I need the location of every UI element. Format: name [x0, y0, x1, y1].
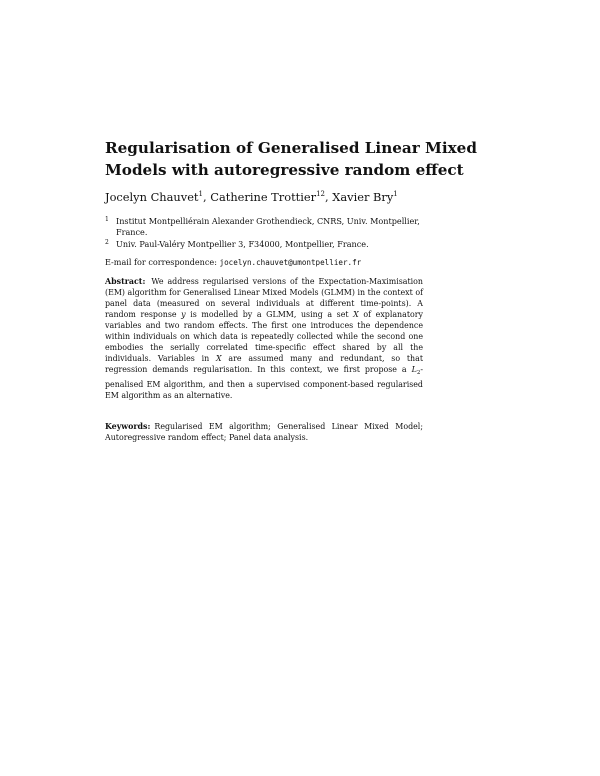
email-label: E-mail for correspondence: [105, 257, 217, 267]
math-variable: L [411, 365, 417, 374]
abstract-text: of explanatory variables and two random effects. The first one introduces the dependence within individuals on which data is repeatedly collected while the second one embodies the serially correlated time-specific effect shared by all the individuals. Variables in [105, 310, 423, 363]
keywords-label: Keywords: [105, 422, 151, 431]
math-variable: X [353, 310, 359, 319]
affiliation-list [105, 216, 425, 251]
math-variable: y [181, 310, 186, 319]
math-variable: X [216, 354, 222, 363]
keywords-text: Regularised EM algorithm; Generalised Linear Mixed Model; Autoregressive random effect; Panel data analysis. [105, 422, 423, 442]
math-subscript: 2 [416, 370, 421, 376]
email-address[interactable]: jocelyn.chauvet@umontpellier.fr [219, 258, 362, 267]
author-affil-mark: 1 [393, 190, 398, 198]
abstract-text: is modelled by a GLMM, using a set [185, 310, 354, 319]
abstract-label: Abstract: [105, 277, 146, 286]
abstract-text: We address regularised versions of the Expectation-Maximisation (EM) algorithm for Generalised Linear Mixed Models (GLMM) in the context of panel data (measured on several individuals at different time-points). A random response [105, 277, 423, 319]
author-name: Xavier Bry [332, 190, 394, 204]
affiliation-text: Univ. Paul-Valéry Montpellier 3, F34000, Montpellier, France. [116, 239, 369, 249]
author-list: Jocelyn Chauvet$^1$, Catherine Trottier$^{12}$, Xavier Bry$^1$ [105, 190, 398, 204]
paper-title: Regularisation of Generalised Linear Mixed Models with autoregressive random effect [105, 139, 477, 179]
affiliation-number: 1 [105, 216, 109, 223]
author-name: Catherine Trottier [210, 190, 317, 204]
keywords [105, 421, 423, 443]
author-name: Jocelyn Chauvet [105, 190, 199, 204]
abstract-text: are assumed many and redundant, so that regression demands regularisation. In this context, we first propose a [105, 354, 423, 374]
correspondence-line [105, 257, 465, 268]
affiliation-item [105, 216, 425, 238]
affiliation-item [105, 239, 425, 250]
author-affil-mark: 1 [198, 190, 203, 198]
affiliation-text: Institut Montpelliérain Alexander Grothendieck, CNRS, Univ. Montpellier, France. [116, 216, 420, 237]
abstract [105, 276, 423, 401]
author-affil-mark: 12 [316, 190, 325, 198]
abstract-text: -penalised EM algorithm, and then a supervised component-based regularised EM algorithm as an alternative. [105, 365, 423, 400]
affiliation-number: 2 [105, 239, 109, 246]
